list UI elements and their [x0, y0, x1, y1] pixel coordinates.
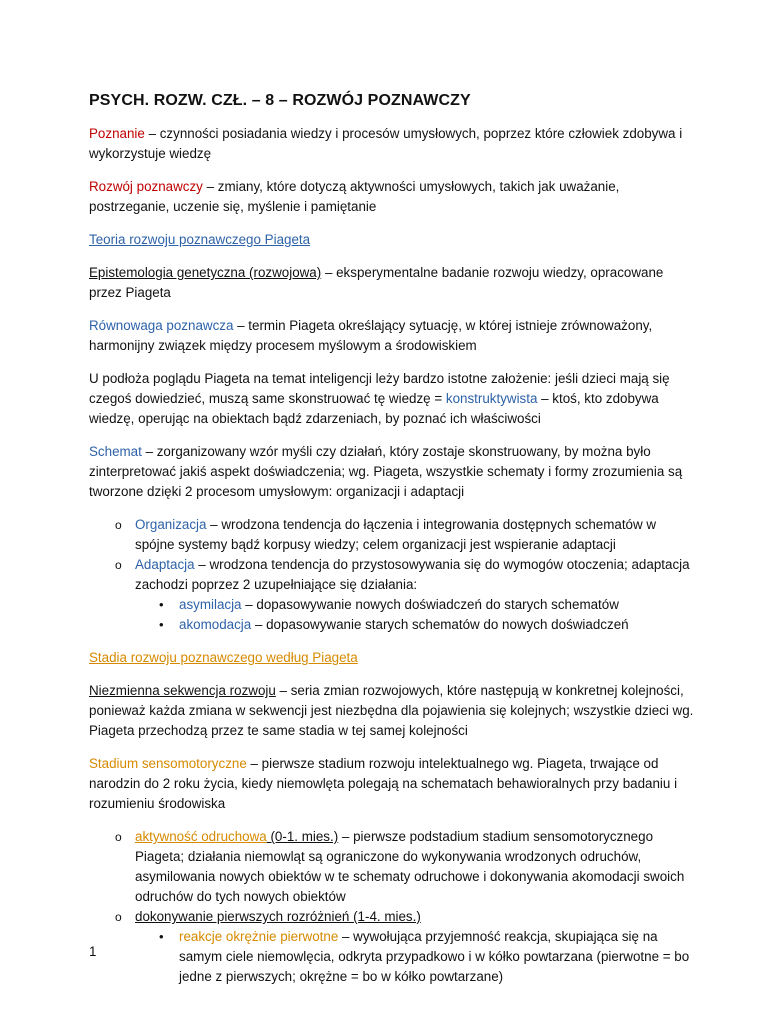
list-item-organizacja: [89, 515, 696, 555]
term-rozwoj-poznawczy: Rozwój poznawczy: [89, 179, 203, 194]
page-number: 1: [89, 944, 97, 959]
term-rownowaga: Równowaga poznawcza: [89, 318, 234, 333]
definition-schemat: [89, 442, 696, 502]
definition-text: – pierwsze stadium rozwoju intelektualnego wg. Piageta, trwające od narodzin do 2 roku życia, kiedy niemowlęta polegają na schematach behawioralnych przy badaniu i rozumieniu środowiska: [89, 756, 678, 811]
term-asymilacja: asymilacja: [179, 597, 242, 612]
definition-text: – seria zmian rozwojowych, które następują w konkretnej kolejności, ponieważ każda zmiana w sekwencji jest niezbędna dla pojawienia się kolejnych; wszystkie dzieci wg. Piageta przechodzą przez te same stadia w tej samej kolejności: [89, 683, 694, 738]
list-item-adaptacja: [89, 555, 696, 595]
bullet-dot: •: [159, 597, 164, 612]
list-item-text: – wrodzona tendencja do przystosowywania się do wymogów otoczenia; adaptacja zachodzi poprzez 2 uzupełniające się działania:: [135, 557, 690, 592]
list-podstadia: [89, 827, 696, 987]
list-item-text: – pierwsze podstadium stadium sensomotorycznego Piageta; działania niemowląt są ograniczone do wykonywania wrodzonych odruchów, asymilowania nowych obiektów w te schematy odruchowe i dokonywania akomodacji swoich odruchów do tych nowych obiektów: [135, 829, 685, 904]
sublist-item-reakcje-okrezne: [89, 927, 696, 987]
definition-text: – eksperymentalne badanie rozwoju wiedzy, opracowane przez Piageta: [89, 265, 664, 300]
definition-text: – termin Piageta określający sytuację, w której istnieje zrównoważony, harmonijny związek między procesem myślowym a środowiskiem: [89, 318, 653, 353]
list-item-pierwsze-rozroznienia: [89, 907, 696, 927]
term-epistemologia: Epistemologia genetyczna (rozwojowa): [89, 265, 322, 280]
list-item-text: – dopasowywanie starych schematów do nowych doświadczeń: [251, 617, 629, 632]
bullet-dot: •: [159, 617, 164, 632]
term-stadium-sensomotoryczne: Stadium sensomotoryczne: [89, 756, 247, 771]
term-schemat: Schemat: [89, 444, 142, 459]
term-konstruktywista: konstruktywista: [445, 391, 538, 406]
list-marker-circle: o: [115, 910, 122, 924]
definition-epistemologia: [89, 263, 696, 303]
paragraph-text-after: – ktoś, kto zdobywa wiedzę, operując na obiektach bądź zdarzeniach, by poznać ich właściwości: [89, 391, 659, 426]
definition-poznanie: [89, 124, 696, 164]
definition-niezmienna-sekwencja: [89, 681, 696, 741]
list-marker-circle: o: [115, 558, 122, 572]
term-reakcje-okrezne: reakcje okrężnie pierwotne: [179, 929, 339, 944]
definition-text: – zmiany, które dotyczą aktywności umysłowych, takich jak uważanie, postrzeganie, uczenie się, myślenie i pamiętanie: [89, 179, 620, 214]
sublist-item-akomodacja: [89, 615, 696, 635]
term-pierwsze-rozroznienia: dokonywanie pierwszych rozróżnień (1-4. mies.): [135, 909, 421, 924]
term-aktywnosc-odruchowa: aktywność odruchowa: [135, 829, 267, 844]
list-item-text: – dopasowywanie nowych doświadczeń do starych schematów: [241, 597, 619, 612]
section-heading-stadia: [89, 648, 696, 668]
heading-stadia-rozwoju: Stadia rozwoju poznawczego według Piageta: [89, 650, 358, 665]
section-heading-teoria: [89, 230, 696, 250]
term-organizacja: Organizacja: [135, 517, 207, 532]
list-item-text: – wywołująca przyjemność reakcja, skupiająca się na samym ciele niemowlęcia, odkryta przypadkowo i w kółko powtarzana (pierwotne = bo jedne z pierwszych; okrężne = bo w kółko powtarzane): [179, 929, 690, 984]
list-procesy: [89, 515, 696, 635]
sublist-item-asymilacja: [89, 595, 696, 615]
term-poznanie: Poznanie: [89, 126, 145, 141]
definition-text: – czynności posiadania wiedzy i procesów umysłowych, poprzez które człowiek zdobywa i wykorzystuje wiedzę: [89, 126, 683, 161]
list-item-text: – wrodzona tendencja do łączenia i integrowania dostępnych schematów w spójne systemy bądź korpusy wiedzy; celem organizacji jest wspieranie adaptacji: [135, 517, 657, 552]
term-akomodacja: akomodacja: [179, 617, 252, 632]
term-niezmienna-sekwencja: Niezmienna sekwencja rozwoju: [89, 683, 276, 698]
definition-rownowaga: [89, 316, 696, 356]
paragraph-konstruktywista: [89, 369, 696, 429]
list-marker-circle: o: [115, 830, 122, 844]
definition-stadium-sensomotoryczne: [89, 754, 696, 814]
paragraph-text-before: U podłoża poglądu Piageta na temat inteligencji leży bardzo istotne założenie: jeśli dzieci mają się czegoś dowiedzieć, muszą same skonstruować tę wiedzę =: [89, 371, 670, 406]
definition-rozwoj-poznawczy: [89, 177, 696, 217]
term-range: (0-1. mies.): [266, 829, 339, 844]
bullet-dot: •: [159, 929, 164, 944]
term-adaptacja: Adaptacja: [135, 557, 195, 572]
list-marker-circle: o: [115, 518, 122, 532]
definition-text: – zorganizowany wzór myśli czy działań, który zostaje skonstruowany, by można było zinterpretować jakiś aspekt doświadczenia; wg. Piageta, wszystkie schematy i formy zrozumienia są tworzone dzięki 2 procesom umysłowym: organizacji i adaptacji: [89, 444, 683, 499]
heading-teoria-piageta: Teoria rozwoju poznawczego Piageta: [89, 232, 311, 247]
list-item-aktywnosc-odruchowa: [89, 827, 696, 907]
document-title: PSYCH. ROZW. CZŁ. – 8 – ROZWÓJ POZNAWCZY: [89, 92, 471, 109]
